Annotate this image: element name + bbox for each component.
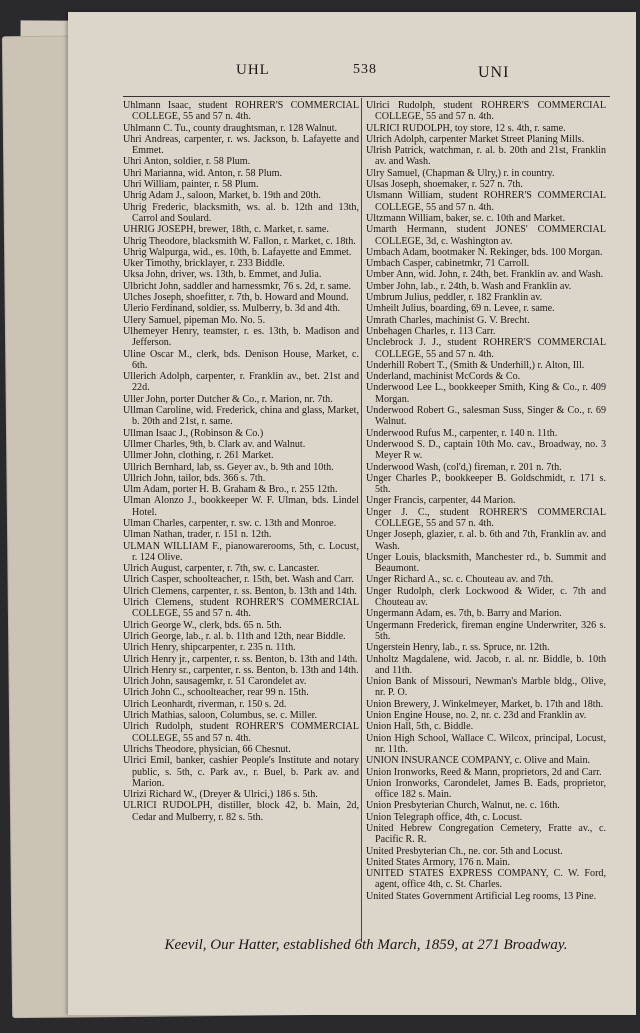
directory-entry: Union Engine House, no. 2, nr. c. 23d and Franklin av. [366,710,587,722]
directory-entry: Ulsmann William, student ROHRER'S COMMERCIAL COLLEGE, 55 and 57 n. 4th. [366,190,606,213]
directory-entry: Umheilt Julius, boarding, 69 n. Levee, r. same. [366,303,555,315]
directory-entry: United Presbyterian Ch., ne. cor. 5th and Locust. [366,845,563,857]
directory-entry: Union High School, Wallace C. Wilcox, principal, Locust, nr. 11th. [366,732,606,755]
directory-entry: Uhrig Adam J., saloon, Market, b. 19th and 20th. [123,190,321,202]
directory-entry: Underwood Robert G., salesman Suss, Singer & Co., r. 69 Walnut. [366,405,606,428]
column-divider [361,98,362,942]
directory-entry: Ungermann Adam, es. 7th, b. Barry and Marion. [366,608,562,620]
header-right-keyword: UNI [478,64,510,81]
footer-advertisement: Keevil, Our Hatter, established 6th March, 1859, at 271 Broadway. [164,937,568,953]
directory-entry: Ulrich Clemens, student ROHRER'S COMMERCIAL COLLEGE, 55 and 57 n. 4th. [123,597,359,620]
header-left-keyword: UHL [236,62,270,78]
directory-entry: Ulrich Rudolph, student ROHRER'S COMMERCIAL COLLEGE, 55 and 57 n. 4th. [123,721,359,744]
directory-entry: Underhill Robert T., (Smith & Underhill,) r. Alton, Ill. [366,359,585,371]
directory-entry: Unger Richard A., sc. c. Chouteau av. and 7th. [366,574,554,586]
directory-entry: Ulrich George, lab., r. al. b. 11th and 12th, near Biddle. [123,630,346,642]
directory-entry: Uker Timothy, bricklayer, r. 233 Biddle. [123,258,285,270]
directory-entry: United Hebrew Congregation Cemetery, Fratte av., c. Pacific R. R. [366,823,606,846]
directory-entry: Ulrich Henry jr., carpenter, r. ss. Benton, b. 13th and 14th. [123,653,358,665]
directory-entry: Ulery Samuel, pipeman Mo. No. 5. [123,314,266,326]
directory-entry: Umarth Hermann, student JONES' COMMERCIAL COLLEGE, 3d, c. Washington av. [366,224,606,247]
directory-entry: Underwood S. D., captain 10th Mo. cav., Broadway, no. 3 Meyer R w. [366,438,606,462]
directory-entry: Ulhemeyer Henry, teamster, r. es. 13th, b. Madison and Jefferson. [123,325,359,349]
directory-entry: Uhri Andreas, carpenter, r. ws. Jackson, b. Lafayette and Emmet. [123,133,359,157]
directory-entry: Uller John, porter Dutcher & Co., r. Marion, nr. 7th. [123,393,333,405]
directory-entry: Unger Louis, blacksmith, Manchester rd., b. Summit and Beaumont. [366,551,606,575]
directory-entry: United States Government Artificial Leg rooms, 13 Pine. [366,890,597,902]
directory-entry: Ultzmann William, baker, se. c. 10th and Market. [366,212,566,224]
directory-entry: Union Telegraph office, 4th, c. Locust. [366,811,523,823]
directory-entry: Ullmer John, clothing, r. 261 Market. [123,450,274,462]
directory-entry: Ulrich August, carpenter, r. 7th, sw. c. Lancaster. [123,563,320,575]
directory-entry: Uline Oscar M., clerk, bds. Denison House, Market, c. 6th. [123,348,359,371]
directory-entry: Ungerstein Henry, lab., r. ss. Spruce, nr. 12th. [366,642,550,654]
directory-entry: UNITED STATES EXPRESS COMPANY, C. W. Ford, agent, office 4th, c. St. Charles. [366,868,606,891]
directory-entry: Union Brewery, J. Winkelmeyer, Market, b. 17th and 18th. [366,698,604,710]
directory-entry: Uhri William, painter, r. 58 Plum. [123,179,259,191]
directory-entry: ULRICI RUDOLPH, toy store, 12 s. 4th, r. same. [366,122,566,134]
header-rule [123,96,610,97]
directory-entry: Union Ironworks, Carondelet, James B. Eads, proprietor, office 182 s. Main. [366,777,606,801]
directory-entry: Ulrich John, sausagemkr, r. 51 Carondelet av. [123,676,307,688]
directory-entry: Umrath Charles, machinist G. V. Brecht. [366,314,530,326]
directory-entry: Uhri Marianna, wid. Anton, r. 58 Plum. [123,167,282,179]
directory-entry: Umber John, lab., r. 24th, b. Wash and Franklin av. [366,280,572,292]
directory-entry: Ulrizi Richard W., (Dreyer & Ulrici,) 186 s. 5th. [123,789,318,801]
directory-entry: Ullman Isaac J., (Robinson & Co.) [123,427,264,439]
directory-entry: United States Armory, 176 n. Main. [366,856,511,868]
directory-entry: Ullman Caroline, wid. Frederick, china and glass, Market, b. 20th and 21st, r. same. [123,405,359,428]
directory-entry: Ulrich Henry, shipcarpenter, r. 235 n. 11th. [123,642,296,654]
directory-entry: Ulman Nathan, trader, r. 151 n. 12th. [123,529,272,541]
directory-entry: Ulman Charles, carpenter, r. sw. c. 13th and Monroe. [123,517,337,529]
directory-entry: ULMAN WILLIAM F., pianowarerooms, 5th, c. Locust, r. 124 Olive. [123,540,359,563]
directory-entry: Ulrich John C., schoolteacher, rear 99 n. 15th. [123,687,309,699]
directory-entry: Uhlmann Isaac, student ROHRER'S COMMERCIAL COLLEGE, 55 and 57 n. 4th. [123,100,359,123]
directory-entry: Ulm Adam, porter H. B. Graham & Bro., r. 255 12th. [123,484,338,496]
directory-entry: Umber Ann, wid. John, r. 24th, bet. Franklin av. and Wash. [366,269,604,281]
directory-entry: Ulry Samuel, (Chapman & Ulry,) r. in country. [366,167,555,179]
directory-entry: Ulman Alonzo J., bookkeeper W. F. Ulman, bds. Lindel Hotel. [123,495,359,518]
left-column [123,100,359,823]
directory-entry: Ulrish Patrick, watchman, r. al. b. 20th and 21st, Franklin av. and Wash. [366,145,606,168]
directory-entry: Ulerio Ferdinand, soldier, ss. Mulberry, b. 3d and 4th. [123,303,341,315]
directory-entry: Ulrich George W., clerk, bds. 65 n. 5th. [123,619,282,631]
directory-entry: Union Presbyterian Church, Walnut, ne. c. 16th. [366,800,560,812]
directory-entry: Ulrici Rudolph, student ROHRER'S COMMERCIAL COLLEGE, 55 and 57 n. 4th. [366,100,606,123]
directory-entry: Umbach Casper, cabinetmkr, 71 Carroll. [366,258,530,270]
directory-entry: Uksa John, driver, ws. 13th, b. Emmet, and Julia. [123,269,322,281]
directory-entry: Ulrici Emil, banker, cashier People's Institute and notary public, s. 5th, c. Park av., r. Buel, b. Park av. and Marion. [123,755,359,789]
directory-entry: Uhrig Frederic, blacksmith, ws. al. b. 12th and 13th, Carrol and Soulard. [123,201,359,224]
directory-entry: Union Ironworks, Reed & Mann, proprietors, 2d and Carr. [366,766,602,778]
directory-entry: Unclebrock J. J., student ROHRER'S COMMERCIAL COLLEGE, 55 and 57 n. 4th. [366,337,606,360]
directory-entry: Ulrich Henry sr., carpenter, r. ss. Benton, b. 13th and 14th. [123,664,359,676]
directory-entry: Ulrich Mathias, saloon, Columbus, se. c. Miller. [123,710,318,722]
directory-entry: Uhlmann C. Tu., county draughtsman, r. 128 Walnut. [123,122,338,134]
directory-entry: Ulches Joseph, shoefitter, r. 7th, b. Howard and Mound. [123,292,349,304]
directory-entry: Uhrig Walpurga, wid., es. 10th, b. Lafayette and Emmet. [123,246,352,258]
directory-entry: Underwood Rufus M., carpenter, r. 140 n. 11th. [366,427,558,439]
directory-entry: Ullrich Bernhard, lab, ss. Geyer av., b. 9th and 10th. [123,461,334,473]
directory-entry: Ungermann Frederick, fireman engine Underwriter, 326 s. 5th. [366,619,606,642]
directory-entry: Ulrich Casper, schoolteacher, r. 15th, bet. Wash and Carr. [123,574,354,586]
directory-entry: Umbach Adam, bootmaker N. Rekinger, bds. 100 Morgan. [366,246,603,258]
directory-entry: Union Hall, 5th, c. Biddle. [366,721,474,733]
directory-entry: Underwood Lee L., bookkeeper Smith, King & Co., r. 409 Morgan. [366,382,606,405]
page-number: 538 [353,62,377,77]
directory-entry: Ulrich Leonhardt, riverman, r. 150 s. 2d. [123,698,287,710]
directory-entry: Ulrich Adolph, carpenter Market Street Planing Mills. [366,133,585,145]
directory-entry: Ullrich John, tailor, bds. 366 s. 7th. [123,472,266,484]
directory-entry: Ulsas Joseph, shoemaker, r. 527 n. 7th. [366,179,523,191]
directory-entry: Uhrig Theodore, blacksmith W. Fallon, r. Market, c. 18th. [123,235,356,247]
directory-entry: Unholtz Magdalene, wid. Jacob, r. al. nr. Biddle, b. 10th and 11th. [366,653,606,676]
directory-entry: Ullmer Charles, 9th, b. Clark av. and Walnut. [123,438,306,450]
directory-entry: Umbrum Julius, peddler, r. 182 Franklin av. [366,292,543,304]
directory-entry: UHRIG JOSEPH, brewer, 18th, c. Market, r. same. [123,224,329,236]
directory-entry: Ullerich Adolph, carpenter, r. Franklin av., bet. 21st and 22d. [123,371,359,394]
directory-entry: Ulrich Clemens, carpenter, r. ss. Benton, b. 13th and 14th. [123,585,357,597]
directory-entry: Union Bank of Missouri, Newman's Marble bldg., Olive, nr. P. O. [366,676,606,699]
directory-entry: Uhri Anton, soldier, r. 58 Plum. [123,156,251,168]
directory-entry: Unger Francis, carpenter, 44 Marion. [366,495,516,507]
directory-entry: Ulrichs Theodore, physician, 66 Chesnut. [123,743,291,755]
directory-entry: Unger Charles P., bookkeeper B. Goldschmidt, r. 171 s. 5th. [366,472,606,496]
directory-entry: Unger Joseph, glazier, r. al. b. 6th and 7th, Franklin av. and Wash. [366,529,606,552]
directory-page [68,12,636,1015]
directory-entry: Unger J. C., student ROHRER'S COMMERCIAL COLLEGE, 55 and 57 n. 4th. [366,506,606,529]
directory-entry: ULRICI RUDOLPH, distiller, block 42, b. Main, 2d, Cedar and Mulberry, r. 82 s. 5th. [123,800,359,823]
directory-entry: Underland, machinist McCords & Co. [366,371,521,383]
directory-entry: UNION INSURANCE COMPANY, c. Olive and Main. [366,755,591,767]
directory-entry: Underwood Wash, (col'd,) fireman, r. 201 n. 7th. [366,461,562,473]
right-column [366,100,606,902]
page-header [68,58,636,88]
directory-entry: Unger Rudolph, clerk Lockwood & Wider, c. 7th and Chouteau av. [366,585,606,609]
directory-entry: Unbehagen Charles, r. 113 Carr. [366,325,496,337]
directory-entry: Ulbricht John, saddler and harnessmkr, 76 s. 2d, r. same. [123,280,352,292]
